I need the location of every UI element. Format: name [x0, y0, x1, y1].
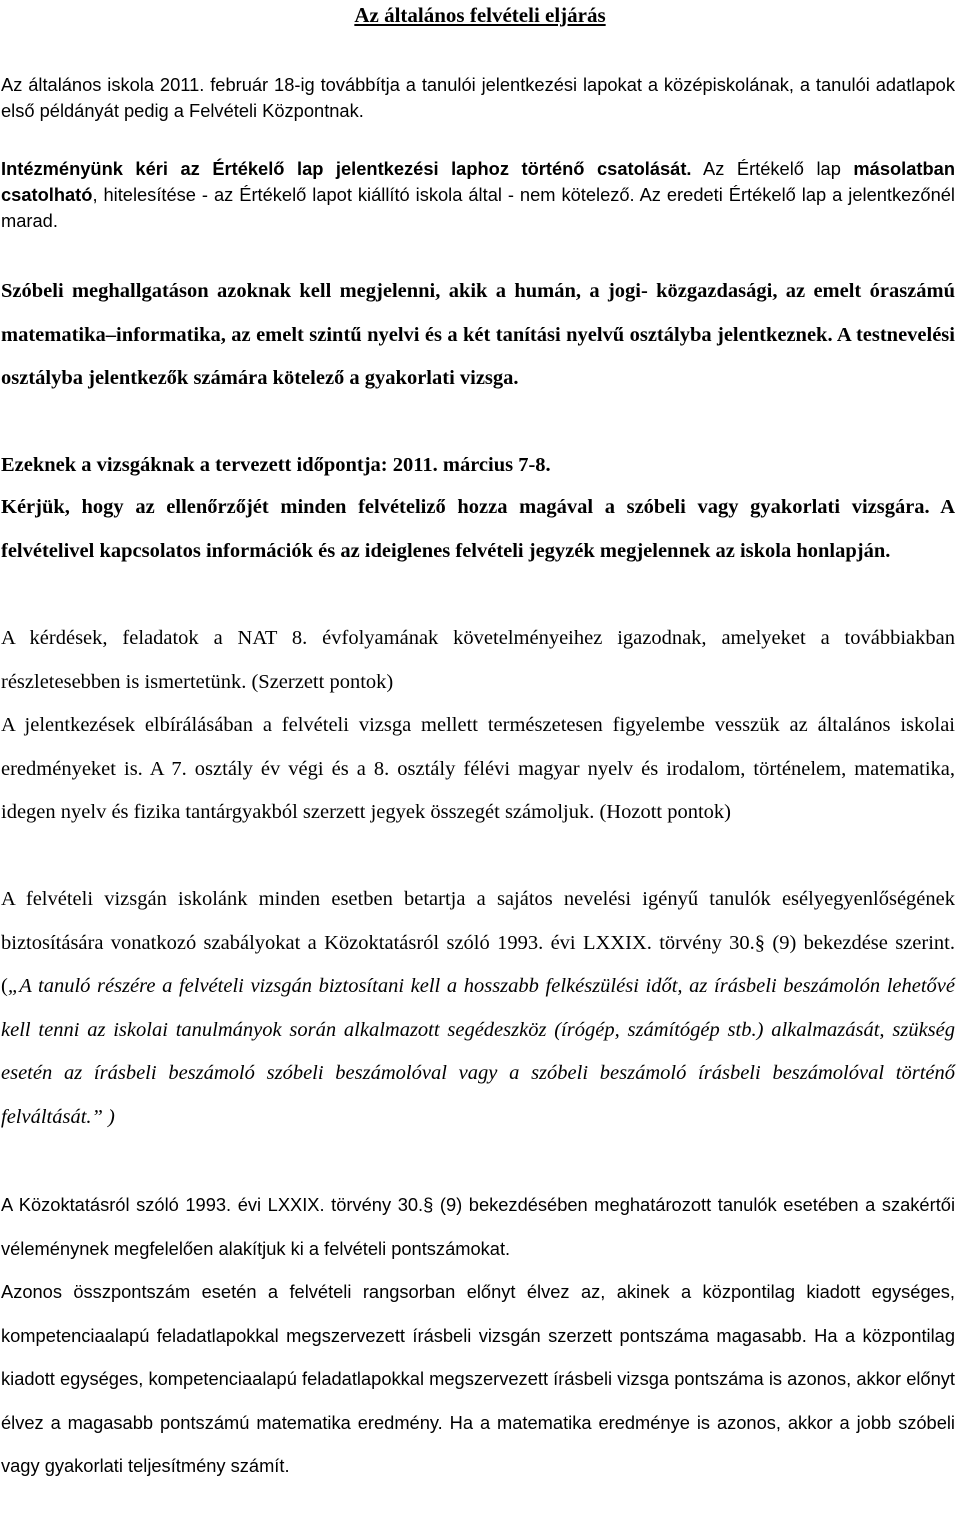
special-needs-quote: „A tanuló részére a felvételi vizsgán biztosítani kell a hosszabb felkészülési időt, az írásbeli beszámolón lehetővé kell tenni az iskolai tanulmányok során alkalmazott segédeszköz (írógép, számítógép stb.) alkalmazását, szükség esetén az írásbeli beszámoló szóbeli beszámolóval vagy a szóbeli beszámoló írásbeli beszámolóval történő felváltását.” ) — [1, 975, 955, 1128]
page-title: Az általános felvételi eljárás — [354, 3, 606, 27]
evaluation-sheet-request: Intézményünk kéri az Értékelő lap jelentkezési laphoz történő csatolását. — [1, 158, 692, 179]
paragraph-bring-report-book: Kérjük, hogy az ellenőrzőjét minden felvételiző hozza magával a szóbeli vagy gyakorlati vizsgára. A felvételivel kapcsolatos információk és az ideiglenes felvételi jegyzék megjelennek az iskola honlapján. — [1, 496, 955, 562]
paragraph-questions-nat: A kérdések, feladatok a NAT 8. évfolyamának követelményeihez igazodnak, amelyeket a továbbiakban részletesebben is ismertetünk. (Szerzett pontok) — [1, 627, 955, 693]
evaluation-sheet-text-2: , hitelesítése - az Értékelő lapot kiállító iskola által - nem kötelező. Az eredeti Értékelő lap a jelentkezőnél marad. — [1, 184, 955, 231]
evaluation-sheet-text: Az Értékelő lap — [691, 158, 854, 179]
paragraph-evaluation-sheet — [1, 156, 955, 234]
special-needs-text: A felvételi vizsgán iskolánk minden esetben betartja a sajátos nevelési igényű tanulók esélyegyenlőségének biztosítására vonatkozó szabályokat a Közoktatásról szóló 1993. évi LXXIX. törvény 30.§ (9) bekezdése szerint. ( — [1, 888, 955, 997]
paragraph-special-needs — [1, 878, 955, 1139]
paragraph-exam-date: Ezeknek a vizsgáknak a tervezett időpontja: 2011. március 7-8. — [1, 454, 551, 476]
paragraph-oral-exam: Szóbeli meghallgatáson azoknak kell megjelenni, akik a humán, a jogi- közgazdasági, az emelt óraszámú matematika–informatika, az emelt szintű nyelvi és a két tanítási nyelvű osztályba jelentkeznek. A testnevelési osztályba jelentkezők számára kötelező a gyakorlati vizsga. — [1, 280, 955, 389]
paragraph-submission-deadline: Az általános iskola 2011. február 18-ig továbbítja a tanulói jelentkezési lapokat a középiskolának, a tanulói adatlapok első példányát pedig a Felvételi Központnak. — [1, 74, 955, 121]
paragraph-ranking: Azonos összpontszám esetén a felvételi rangsorban előnyt élvez az, akinek a központilag kiadott egységes, kompetenciaalapú feladatlapokkal megszervezett írásbeli vizsgán szerzett pontszáma magasabb. Ha a központilag kiadott egységes, kompetenciaalapú feladatlapokkal megszervezett írásbeli vizsga pontszáma is azonos, akkor előnyt élvez a magasabb pontszámú matematika eredmény. Ha a matematika eredménye is azonos, akkor a jobb szóbeli vagy gyakorlati teljesítmény számít. — [1, 1281, 955, 1476]
evaluation-sheet-copy-note: másolatban csatolható — [1, 158, 955, 205]
paragraph-school-results: A jelentkezések elbírálásában a felvételi vizsga mellett természetesen figyelembe vesszük az általános iskolai eredményeket is. A 7. osztály év végi és a 8. osztály félévi magyar nyelv és irodalom, történelem, matematika, idegen nyelv és fizika tantárgyakból szerzett jegyek összegét számoljuk. (Hozott pontok) — [1, 714, 955, 823]
paragraph-expert-opinion: A Közoktatásról szóló 1993. évi LXXIX. törvény 30.§ (9) bekezdésében meghatározott tanulók esetében a szakértői véleménynek megfelelően alakítjuk ki a felvételi pontszámokat. — [1, 1194, 955, 1259]
